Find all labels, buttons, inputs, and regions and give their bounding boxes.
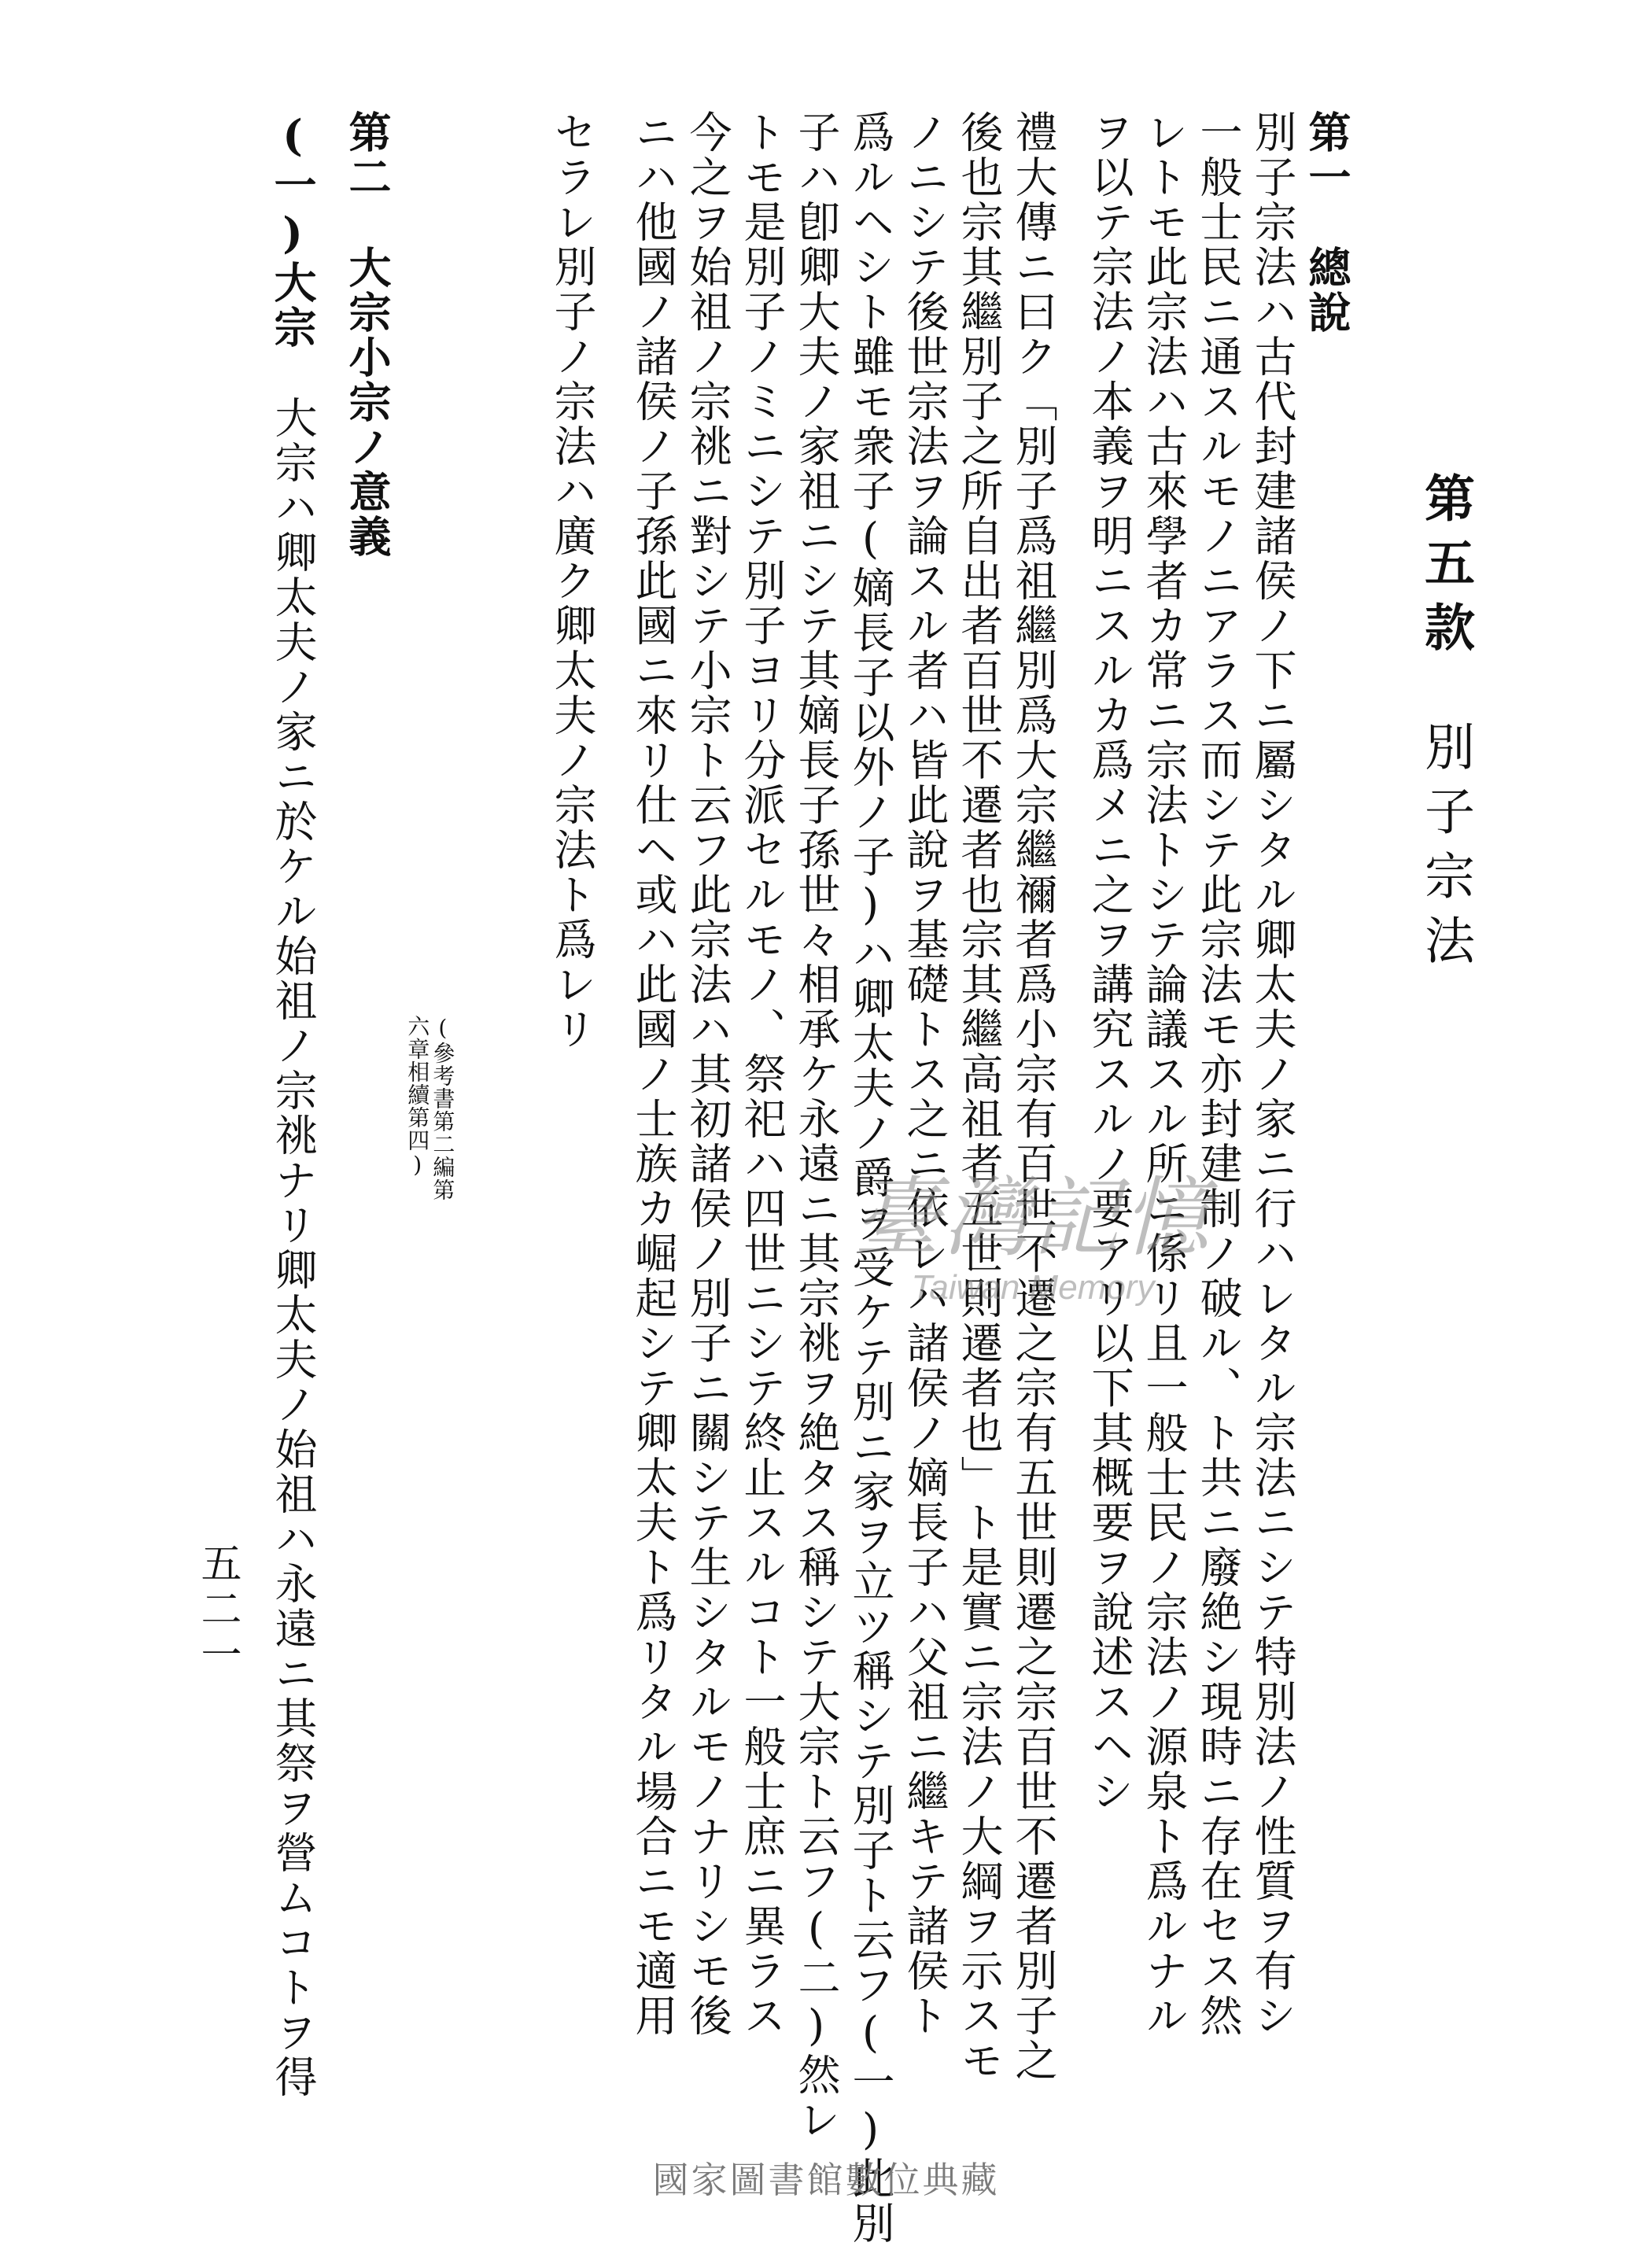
text-line-13: セラレ別子ノ宗法ハ廣ク卿太夫ノ宗法ト爲レリ xyxy=(548,110,597,1052)
text-line-3: レトモ此宗法ハ古來學者カ常ニ宗法トシテ論議スル所ニ係リ且一般士民ノ宗法ノ源泉ト爲ルナル xyxy=(1139,110,1189,2038)
text-line-6: 後也宗其繼別子之所自出者百世不遷者也宗其繼高祖者五世則遷者也」ト是實ニ宗法ノ大綱ヲ示スモ xyxy=(954,110,1004,2083)
text-line-8: 爲ルヘシト雖モ衆子(嫡長子以外ノ子)ハ卿太夫ノ爵ヲ受ケテ別ニ家ヲ立ツ稱シテ別子ト云フ(一)此別 xyxy=(846,110,895,2246)
text-line-9: 子ハ卽卿大夫ノ家祖ニシテ其嫡長子孫世々相承ケ永遠ニ其宗祧ヲ絶タス稱シテ大宗ト云フ(二)然レ xyxy=(791,110,841,2142)
text-line-12: ニハ他國ノ諸侯ノ子孫此國ニ來リ仕ヘ或ハ此國ノ士族カ崛起シテ卿太夫ト爲リタル場合ニモ適用 xyxy=(629,110,678,2038)
watermark xyxy=(854,1149,1212,1307)
subsection-1-number: (一) xyxy=(267,110,318,260)
section-title xyxy=(1416,472,1475,979)
page-number: 五二一 xyxy=(194,1542,241,1679)
subsection-1-text: 大宗ハ卿太夫ノ家ニ於ケル始祖ノ宗祧ナリ卿太夫ノ始祖ハ永遠ニ其祭ヲ營ムコトヲ得 xyxy=(268,396,318,2100)
subsection-1-label: 大宗 xyxy=(267,260,318,350)
section-name: 別子宗法 xyxy=(1416,721,1474,979)
text-line-2: 一般士民ニ通スルモノニアラス而シテ此宗法モ亦封建制ノ破ル、ト共ニ廢絶シ現時ニ存在セス然 xyxy=(1193,110,1243,2038)
heading-2-number: 第二 xyxy=(342,110,393,200)
subsection-1 xyxy=(267,110,318,2100)
watermark-cjk: 臺灣記憶 xyxy=(854,1167,1212,1268)
text-line-5: 禮大傳ニ曰ク「別子爲祖繼別爲大宗繼禰者爲小宗有百世不遷之宗有五世則遷之宗百世不遷者別子之 xyxy=(1009,110,1058,2083)
text-line-4: ヲ以テ宗法ノ本義ヲ明ニスルカ爲メニ之ヲ講究スルノ要アリ以下其概要ヲ說述スヘシ xyxy=(1085,110,1134,1814)
text-line-1: 別子宗法ハ古代封建諸侯ノ下ニ屬シタル卿太夫ノ家ニ行ハレタル宗法ニシテ特別法ノ性質ヲ有シ xyxy=(1248,110,1297,2038)
footer-credit: 國家圖書館數位典藏 xyxy=(652,2159,1000,2201)
text-line-11: 今之ヲ始祖ノ宗祧ニ對シテ小宗ト云フ此宗法ハ其初諸侯ノ別子ニ關シテ生シタルモノナリシモ後 xyxy=(683,110,732,2038)
heading-1-number: 第一 xyxy=(1302,110,1352,200)
heading-2-title: 大宗小宗ノ意義 xyxy=(342,245,393,559)
watermark-en: Taiwan Memory xyxy=(911,1268,1155,1307)
text-line-10: トモ是別子ノミニシテ別子ヨリ分派セルモノ、祭祀ハ四世ニシテ終止スルコト一般士庶ニ異ラス xyxy=(737,110,787,2038)
reference-note-line-2: 六章相續第四) xyxy=(404,1015,431,1178)
reference-note xyxy=(404,1015,455,1201)
heading-2 xyxy=(342,110,393,559)
heading-1-title: 總說 xyxy=(1302,245,1352,335)
reference-note-line-1: (參考書第二編第 xyxy=(430,1015,456,1201)
section-label: 第五款 xyxy=(1416,472,1475,666)
text-line-7: ノニシテ後世宗法ヲ論スル者ハ皆此說ヲ基礎トス之ニ依レハ諸侯ノ嫡長子ハ父祖ニ繼キテ諸侯ト xyxy=(900,110,950,2038)
heading-1 xyxy=(1302,110,1352,335)
